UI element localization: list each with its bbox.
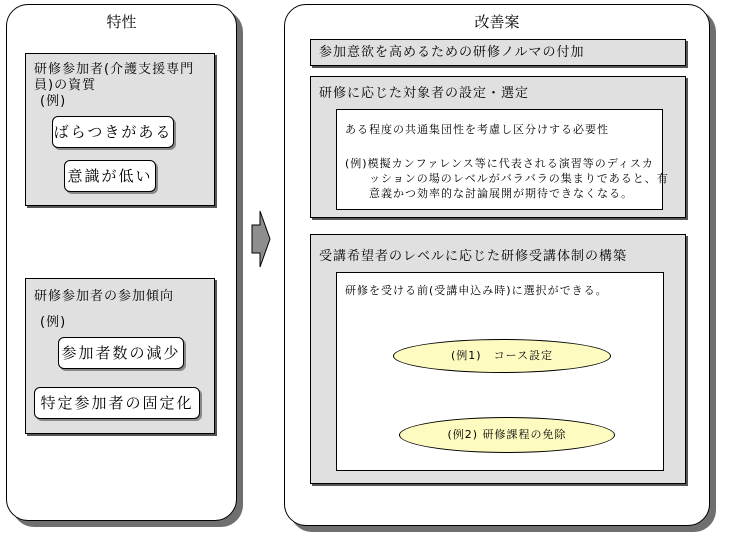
- participation-trend-example: (例): [40, 315, 67, 330]
- target-selection-detail-box: [336, 109, 669, 210]
- improvement-item-level-system: [310, 234, 686, 484]
- improvement-item-quota-text: 参加意欲を高めるための研修ノルマの付加: [319, 45, 585, 60]
- trend-item-fixed-participants: 特定参加者の固定化: [34, 387, 200, 419]
- participant-quality-heading-1: 研修参加者(介護支援専門: [34, 62, 195, 77]
- right-arrow-icon: [249, 207, 271, 271]
- trend-item-decrease: 参加者数の減少: [58, 337, 184, 369]
- improvement-item-target-selection: [310, 76, 686, 218]
- level-system-intro: 研修を受ける前(受講申込み時)に選択ができる。: [345, 284, 608, 297]
- course-setting-ellipse: (例1) コース設定: [393, 339, 611, 373]
- improvement-title: 改善案: [474, 13, 520, 31]
- level-system-detail-box: [336, 272, 664, 471]
- target-selection-heading: 研修に応じた対象者の設定・選定: [319, 86, 530, 101]
- characteristics-title: 特性: [106, 13, 137, 31]
- improvement-item-quota: [310, 39, 686, 66]
- participant-quality-heading-2: 員)の資質: [34, 78, 97, 93]
- quality-item-low-awareness: 意識が低い: [64, 160, 156, 192]
- participant-quality-box: [25, 53, 215, 206]
- participation-trend-box: [25, 278, 215, 434]
- target-selection-line-1: ある程度の共通集団性を考慮し区分けする必要性: [345, 123, 609, 136]
- improvement-panel: [284, 4, 710, 526]
- participation-trend-heading: 研修参加者の参加傾向: [34, 289, 175, 304]
- target-selection-line-4: 意義かつ効率的な討論展開が期待できなくなる。: [369, 187, 633, 200]
- quality-item-variation: ばらつきがある: [52, 116, 174, 148]
- target-selection-line-2: (例)模擬カンファレンス等に代表される演習等のディスカ: [345, 157, 654, 170]
- course-exemption-ellipse: (例2) 研修課程の免除: [399, 417, 615, 453]
- participant-quality-example: (例): [40, 94, 67, 109]
- level-system-heading: 受講希望者のレベルに応じた研修受講体制の構築: [319, 249, 628, 264]
- characteristics-panel: [6, 4, 237, 521]
- target-selection-line-3: ッションの場のレベルがバラバラの集まりであると、有: [369, 172, 669, 185]
